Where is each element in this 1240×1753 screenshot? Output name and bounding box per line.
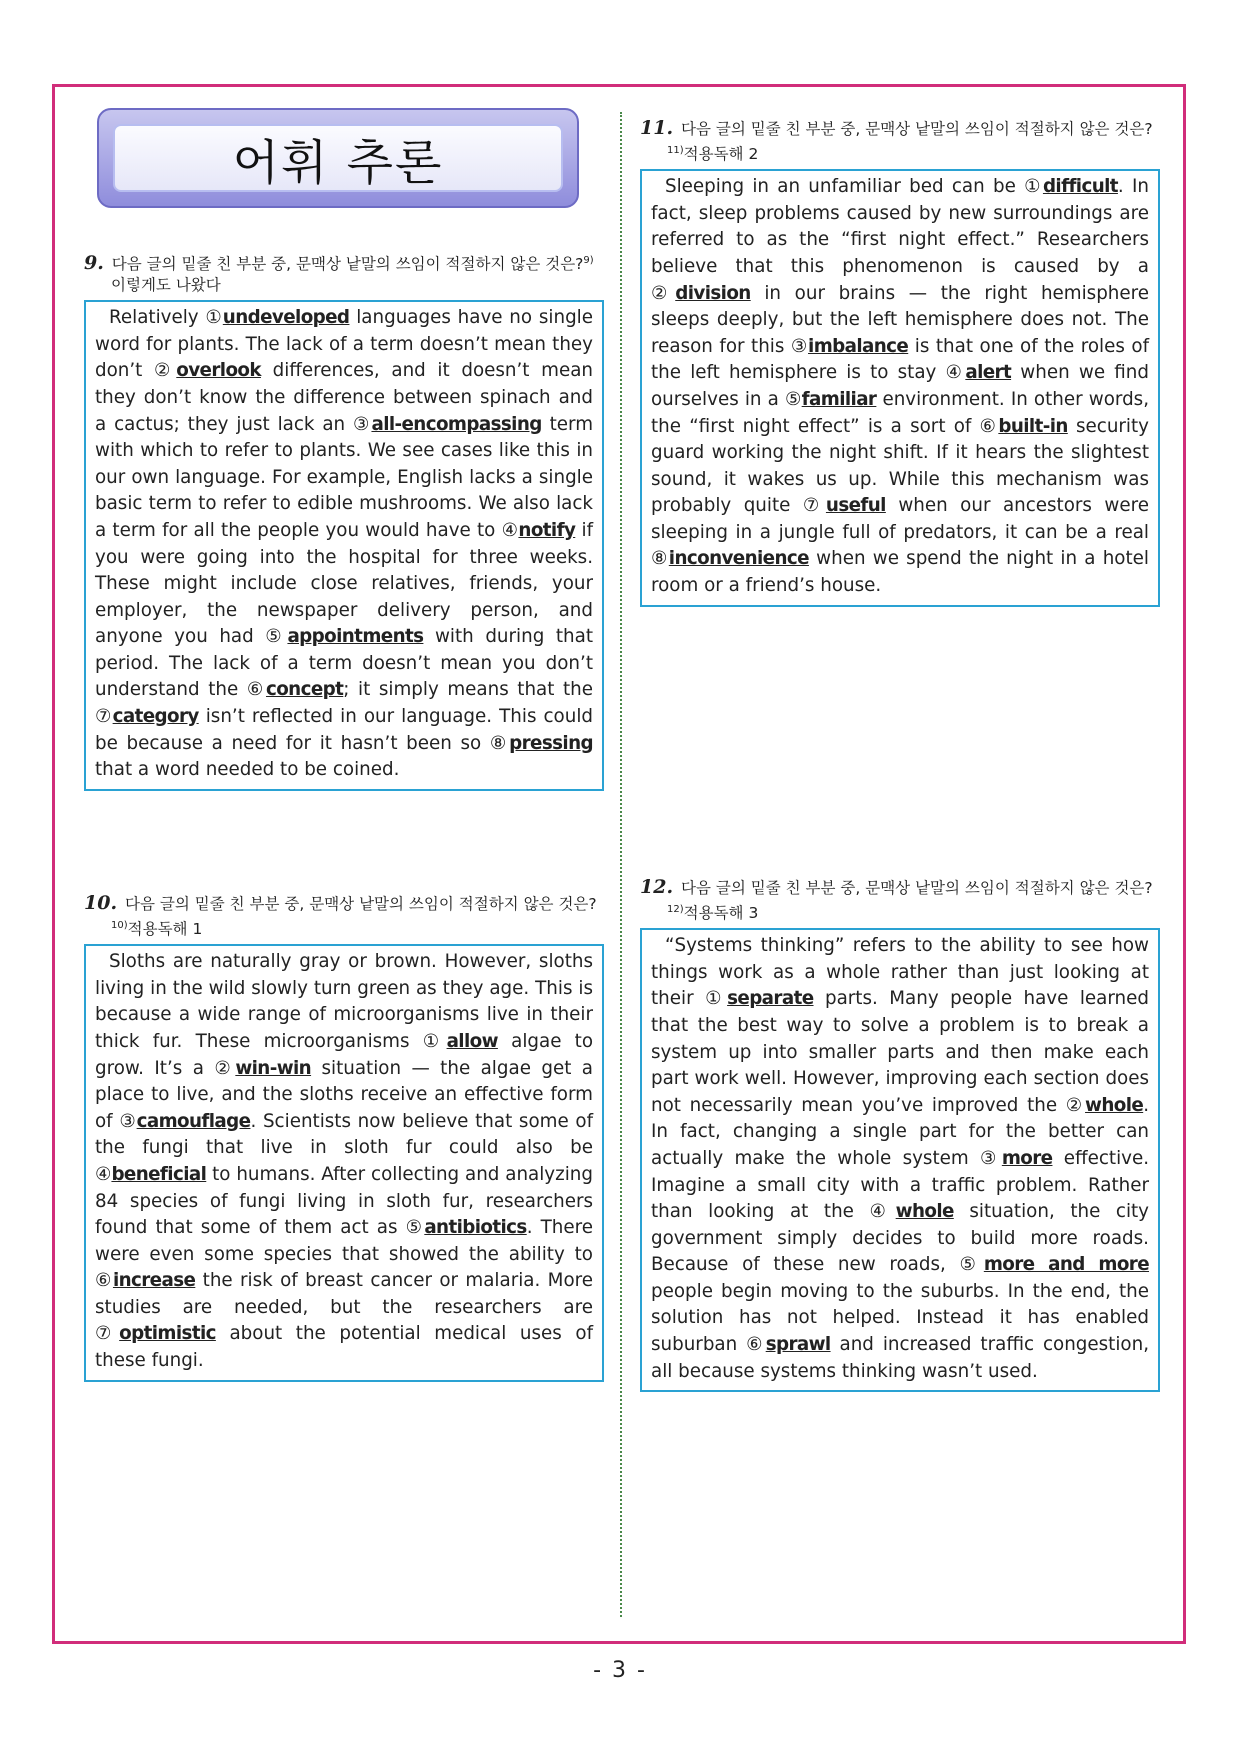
underlined-word: allow (446, 1030, 498, 1052)
underlined-word: pressing (509, 732, 593, 754)
choice-marker: ④ (501, 519, 519, 541)
choice-marker: ② (214, 1057, 236, 1079)
footnote-ref: 11) (667, 145, 684, 156)
passage-segment: . In fact, sleep problems caused by new surroundings are referred to as the “first night effect.” Researchers believe that this phenomenon is caused by a (651, 176, 1149, 277)
choice-marker: ③ (353, 413, 372, 435)
choice-marker: ⑥ (979, 415, 999, 437)
question-11 (640, 118, 1160, 607)
choice-marker: ⑧ (651, 548, 669, 570)
underlined-word: useful (825, 495, 886, 517)
passage-box (640, 928, 1160, 1392)
passage-text (651, 933, 1149, 1385)
question-number: 10. (84, 892, 118, 914)
passage-segment: is that one of the roles of the left hemisphere is to stay (651, 335, 1150, 384)
underlined-word: more and more (983, 1254, 1150, 1276)
choice-marker: ⑥ (95, 1270, 113, 1292)
section-title-banner (97, 108, 579, 208)
question-header (640, 118, 1160, 165)
passage-segment: when we spend the night in a hotel room or a friend’s house. (651, 548, 1149, 597)
question-header (640, 877, 1160, 924)
underlined-word: concept (265, 679, 344, 701)
question-9 (84, 250, 604, 791)
footnote-ref: 12) (667, 904, 684, 915)
passage-text (95, 305, 593, 784)
choice-marker: ⑦ (802, 495, 826, 517)
passage-segment: situation — the algae get a place to live, and the sloths receive an effective form of (95, 1057, 593, 1132)
choice-marker: ① (422, 1030, 447, 1052)
question-header (84, 250, 604, 296)
underlined-word: alert (965, 362, 1012, 384)
underlined-word: all-encompassing (371, 413, 542, 435)
passage-segment: about the potential medical uses of these fungi. (95, 1323, 594, 1372)
passage-segment: if you were going into the hospital for three weeks. These might include close relatives, friends, your employer, the newspaper delivery person, and anyone you had (95, 519, 594, 648)
choice-marker: ③ (790, 335, 809, 357)
underlined-word: optimistic (119, 1323, 216, 1345)
underlined-word: built-in (998, 415, 1068, 437)
question-prompt: 다음 글의 밑줄 친 부분 중, 문맥상 낱말의 쓰임이 적절하지 않은 것은? (681, 120, 1153, 138)
passage-segment: and increased traffic congestion, all because systems thinking wasn’t used. (651, 1334, 1150, 1382)
passage-segment: languages have no single word for plants. The lack of a term doesn’t mean they don’t (95, 307, 593, 382)
underlined-word: beneficial (111, 1163, 207, 1185)
underlined-word: difficult (1042, 176, 1118, 198)
choice-marker: ② (1065, 1094, 1086, 1116)
choice-marker: ⑧ (489, 732, 510, 754)
passage-segment: security guard working the night shift. If it hears the slightest sound, it wakes us up. While this mechanism was probably quite (651, 415, 1150, 517)
question-prompt: 다음 글의 밑줄 친 부분 중, 문맥상 낱말의 쓰임이 적절하지 않은 것은? (681, 879, 1153, 897)
passage-box (84, 944, 604, 1382)
passage-segment: Sloths are naturally gray or brown. However, sloths living in the wild slowly turn green as they age. This is because a wide range of microorganisms live in their thick fur. These microorganisms (95, 951, 593, 1052)
passage-segment: . Scientists now believe that some of the fungi that live in sloth fur could also be (95, 1110, 594, 1159)
choice-marker: ④ (869, 1201, 896, 1223)
underlined-word: appointments (287, 626, 424, 648)
passage-segment: isn’t reflected in our language. This could be because a need for it hasn’t been so (95, 706, 594, 754)
underlined-word: win-win (235, 1057, 312, 1079)
choice-marker: ⑥ (746, 1334, 766, 1356)
footnote-ref: 10) (111, 920, 128, 931)
underlined-word: overlook (176, 360, 261, 382)
underlined-word: sprawl (765, 1334, 831, 1356)
question-source: 이렇게도 나왔다 (111, 276, 221, 295)
choice-marker: ② (154, 360, 177, 382)
passage-text (95, 949, 593, 1375)
page-number: - 3 - (593, 1658, 647, 1683)
question-source: 적용독해 1 (127, 920, 203, 939)
underlined-word: familiar (801, 388, 877, 410)
underlined-word: undeveloped (222, 307, 350, 329)
passage-box (84, 300, 604, 791)
underlined-word: inconvenience (668, 548, 809, 570)
choice-marker: ③ (979, 1147, 1002, 1169)
passage-segment: effective. Imagine a small city with a traffic problem. Rather than looking at the (651, 1147, 1150, 1223)
passage-segment: “Systems thinking” refers to the ability to see how things work as a whole rather than just looking at their (651, 935, 1149, 1010)
passage-segment: when our ancestors were sleeping in a jungle full of predators, it can be a real (651, 495, 1149, 543)
passage-text (651, 174, 1149, 600)
underlined-word: whole (895, 1201, 954, 1223)
passage-segment: algae to grow. It’s a (95, 1030, 594, 1079)
choice-marker: ⑤ (405, 1217, 425, 1239)
underlined-word: notify (518, 519, 576, 541)
passage-segment: parts. Many people have learned that the best way to solve a problem is to break a system up into smaller parts and then make each part work well. However, improving each section does not necessarily mean you’ve improved the (651, 988, 1149, 1116)
passage-segment: . In fact, changing a single part for the better can actually make the whole system (651, 1094, 1149, 1169)
passage-segment: Relatively (109, 307, 206, 329)
passage-segment: to humans. After collecting and analyzing 84 species of fungi living in sloth fur, researchers found that some of them act as (95, 1163, 593, 1239)
choice-marker: ① (1024, 176, 1043, 198)
underlined-word: category (112, 706, 199, 728)
choice-marker: ① (205, 307, 223, 329)
question-number: 12. (640, 876, 674, 898)
choice-marker: ⑤ (959, 1254, 984, 1276)
passage-segment: people begin moving to the suburbs. In the end, the solution has not helped. Instead it has enabled suburban (651, 1280, 1149, 1356)
question-number: 11. (640, 117, 674, 139)
passage-segment: environment. In other words, the “first night effect” is a sort of (651, 388, 1150, 437)
passage-segment: that a word needed to be coined. (95, 759, 400, 781)
passage-segment: the risk of breast cancer or malaria. More studies are needed, but the researchers are (95, 1270, 593, 1318)
choice-marker: ⑦ (95, 706, 113, 728)
choice-marker: ③ (119, 1110, 137, 1132)
question-source: 적용독해 2 (683, 145, 759, 164)
underlined-word: separate (727, 988, 814, 1010)
passage-segment: with during that period. The lack of a term doesn’t mean you don’t understand the (95, 626, 593, 701)
choice-marker: ④ (95, 1163, 112, 1185)
question-10 (84, 893, 604, 1382)
passage-segment: when we find ourselves in a (651, 362, 1149, 410)
section-title: 어휘 추론 (232, 134, 444, 191)
column-divider (620, 112, 622, 1617)
choice-marker: ⑥ (246, 679, 266, 701)
underlined-word: whole (1085, 1094, 1144, 1116)
underlined-word: more (1001, 1147, 1053, 1169)
passage-box (640, 169, 1160, 607)
passage-segment: ; it simply means that the (343, 679, 594, 701)
choice-marker: ⑤ (265, 626, 288, 648)
question-12 (640, 877, 1160, 1392)
underlined-word: division (675, 282, 751, 304)
underlined-word: camouflage (136, 1110, 251, 1132)
choice-marker: ⑦ (95, 1323, 120, 1345)
underlined-word: antibiotics (424, 1217, 527, 1239)
footnote-ref: 9) (583, 255, 594, 266)
section-title-inner (113, 124, 563, 192)
question-number: 9. (84, 252, 104, 275)
question-source: 적용독해 3 (683, 904, 759, 923)
choice-marker: ⑤ (784, 388, 802, 410)
choice-marker: ① (705, 988, 728, 1010)
passage-segment: . There were even some species that showed the ability to (95, 1217, 593, 1265)
question-prompt: 다음 글의 밑줄 친 부분 중, 문맥상 낱말의 쓰임이 적절하지 않은 것은? (111, 255, 584, 274)
passage-segment: differences, and it doesn’t mean they don’t know the difference between spinach and a cactus; they just lack an (95, 360, 593, 435)
underlined-word: imbalance (808, 335, 909, 357)
passage-segment: in our brains — the right hemisphere sleeps deeply, but the left hemisphere does not. The reason for this (651, 282, 1149, 357)
choice-marker: ④ (945, 362, 966, 384)
passage-segment: Sleeping in an unfamiliar bed can be (665, 176, 1025, 198)
question-header (84, 893, 604, 940)
passage-segment: situation, the city government simply decides to build more roads. Because of these new roads, (651, 1201, 1150, 1276)
passage-segment: term with which to refer to plants. We see cases like this in our own language. For example, English lacks a single basic term to refer to edible mushrooms. We also lack a term for all the people you would have to (95, 413, 594, 541)
choice-marker: ② (651, 282, 676, 304)
underlined-word: increase (112, 1270, 196, 1292)
question-prompt: 다음 글의 밑줄 친 부분 중, 문맥상 낱말의 쓰임이 적절하지 않은 것은? (125, 895, 597, 913)
